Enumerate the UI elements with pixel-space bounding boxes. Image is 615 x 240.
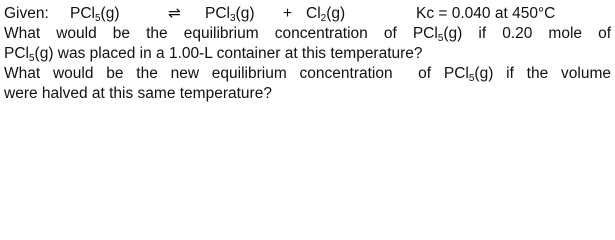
reactant-formula: PCl5(g) bbox=[70, 5, 120, 24]
product1-formula: PCl3(g) bbox=[205, 5, 255, 24]
plus-sign: + bbox=[283, 5, 293, 22]
question1-line1: What would be the equilibrium concentration of PCl5(g) if 0.20 mole of bbox=[4, 25, 612, 44]
question1-line2: PCl5(g) was placed in a 1.00-L container at this temperature? bbox=[4, 45, 423, 64]
kc-value: Kc = 0.040 at 450°C bbox=[416, 5, 556, 22]
given-equation-line bbox=[4, 4, 613, 24]
problem-text bbox=[4, 4, 613, 104]
product2-formula: Cl2(g) bbox=[306, 5, 346, 24]
given-label: Given: bbox=[4, 5, 49, 22]
equilibrium-arrow: ⇌ bbox=[168, 5, 181, 22]
question2-line1: What would be the new equilibrium concentration of PCl5(g) if the volume bbox=[4, 65, 611, 84]
question2-line2: were halved at this same temperature? bbox=[4, 85, 272, 102]
